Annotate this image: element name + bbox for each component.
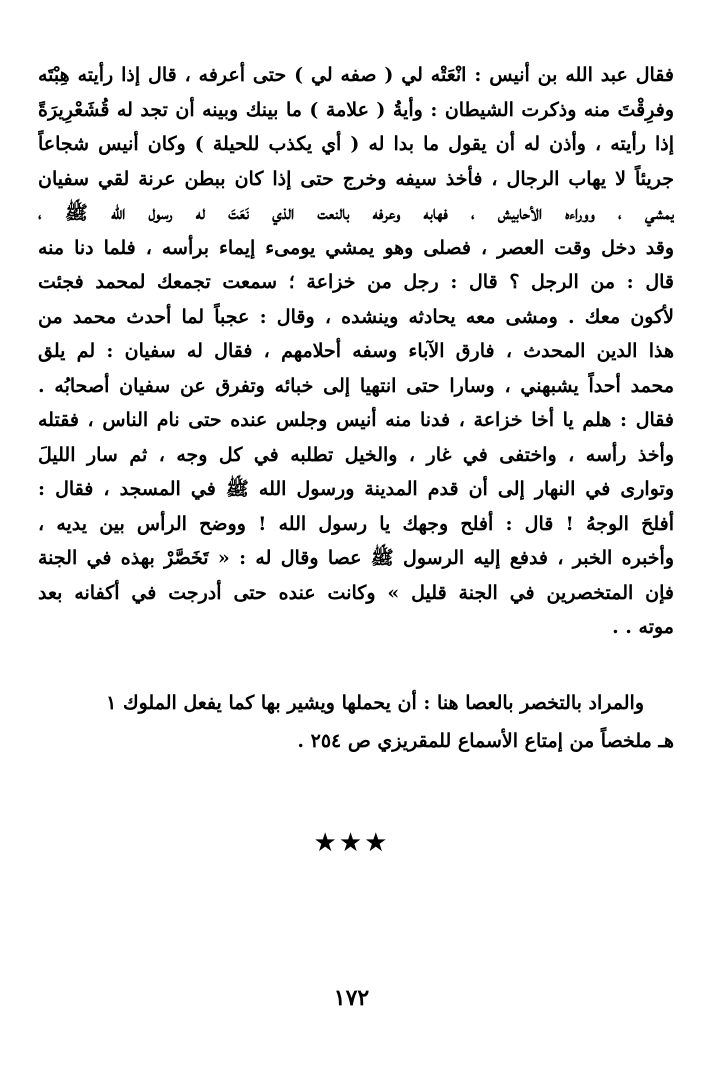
text-line: يمشي ، ووراءه الأحابيش ، فهابه وعرفه بالنعت الذي نَعَتَ له رسول الله ﷺ ، [38, 202, 674, 224]
footnote-line: هـ ملخصاً من إمتاع الأسماع للمقريزي ص ٢٥٤ . [297, 730, 674, 752]
text-line: موته . . [612, 616, 674, 638]
text-line: وأخذ رأسه ، واختفى في غار ، والخيل تطلبه في كل وجه ، ثم سار الليلَ [38, 443, 674, 466]
text-line: فقال عبد الله بن أنيس : انْعَتْه لي ( صفه لي ) حتى أعرفه ، قال إذا رأيته هِبْتَه [38, 64, 674, 86]
main-text [38, 58, 674, 645]
text-line: وتوارى في النهار إلى أن قدم المدينة ورسول الله ﷺ في المسجد ، فقال : [38, 478, 674, 500]
section-separator: ★★★ [313, 828, 390, 858]
text-line: محمد أحداً يشبهني ، وسارا حتى انتهيا إلى خبائه وتفرق عن سفيان أصحابُه . [38, 374, 674, 397]
footnote [38, 684, 674, 760]
text-line: هذا الدين المحدث ، فارق الآباء وسفه أحلامهم ، فقال له سفيان : لم يلق [38, 340, 674, 362]
text-line: جريئاً لا يهاب الرجال ، فأخذ سيفه وخرج حتى إذا كان ببطن عرنة لقي سفيان [38, 167, 674, 190]
footnote-line: والمراد بالتخصر بالعصا هنا : أن يحملها ويشير بها كما يفعل الملوك ١ [106, 692, 644, 714]
text-line: فإن المتخصرين في الجنة قليل » وكانت عنده حتى أدرجت في أكفانه بعد [38, 581, 674, 604]
text-line: قال : من الرجل ؟ قال : رجل من خزاعة ؛ سمعت تجمعك لمحمد فجئت [38, 271, 674, 293]
text-line: فقال : هلم يا أخا خزاعة ، فدنا منه أنيس وجلس عنده حتى نام الناس ، فقتله [38, 409, 674, 431]
text-line: إذا رأيته ، وأذن له أن يقول ما بدا له ( أي يكذب للحيلة ) وكان أنيس شجاعاً [38, 133, 674, 155]
text-line: وأخبره الخبر ، فدفع إليه الرسول ﷺ عصا وقال له : « تَخَصَّرْ بهذه في الجنة [38, 547, 674, 569]
page-number: ١٧٢ [333, 985, 370, 1011]
text-line: أفلحَ الوجهُ ! قال : أفلح وجهك يا رسول الله ! ووضح الرأس بين يديه ، [38, 512, 674, 535]
text-line: لأكون معك . ومشى معه يحادثه وينشده ، وقال : عجباً لما أحدث محمد من [38, 305, 674, 328]
text-line: وقد دخل وقت العصر ، فصلى وهو يمشي يومىء إيماء برأسه ، فلما دنا منه [38, 236, 674, 259]
text-line: وفرِقْتَ منه وذكرت الشيطان : وأيةُ ( علامة ) ما بينك وبينه أن تجد له قُشَعْرِيرَةً [38, 98, 674, 121]
